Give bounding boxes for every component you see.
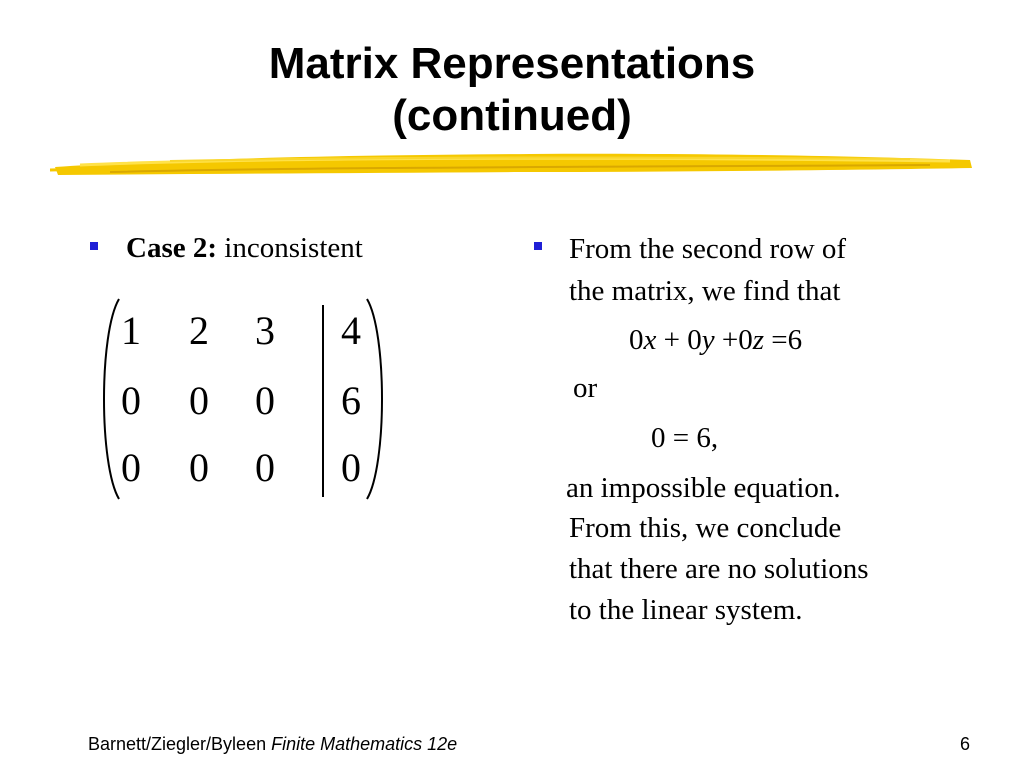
matrix-cell: 4 [341, 308, 361, 353]
slide-title-line-2: (continued) [392, 91, 632, 140]
footer-authors: Barnett/Ziegler/Byleen [88, 734, 272, 754]
footer-citation [88, 733, 457, 755]
slide-title [0, 38, 1024, 142]
matrix-cell: 2 [189, 308, 209, 353]
explanation-line: From the second row of [569, 233, 847, 265]
bullet-icon [90, 242, 98, 250]
page-number: 6 [959, 734, 970, 754]
matrix-cell: 6 [341, 378, 361, 423]
matrix-cell: 0 [255, 445, 275, 490]
bullet-icon [534, 242, 542, 250]
matrix-cell: 0 [255, 378, 275, 423]
title-underline-brushstroke [50, 145, 975, 185]
conclusion-line: an impossible equation. [566, 472, 841, 504]
case-description: inconsistent [217, 232, 363, 264]
matrix-cell: 0 [121, 378, 141, 423]
explanation-line: the matrix, we find that [569, 275, 841, 307]
matrix-cell: 0 [189, 378, 209, 423]
matrix-cell: 3 [255, 308, 275, 353]
matrix-cell: 0 [189, 445, 209, 490]
case-2-line [126, 229, 363, 267]
or-text: or [573, 372, 598, 404]
matrix-cell: 1 [121, 308, 141, 353]
case-label: Case 2: [126, 232, 218, 264]
matrix-cell: 0 [341, 445, 361, 490]
slide-title-line-1: Matrix Representations [268, 39, 756, 88]
impossible-equation: 0 = 6, [651, 422, 719, 454]
footer-book-title: Finite Mathematics 12e [271, 734, 458, 754]
equation-row-2: 0x + 0y +0z =6 [629, 324, 803, 356]
matrix-cell: 0 [121, 445, 141, 490]
augmented-matrix [95, 293, 395, 505]
conclusion-line: From this, we conclude [569, 512, 842, 544]
conclusion-line: that there are no solutions [569, 553, 869, 585]
conclusion-line: to the linear system. [569, 594, 803, 626]
